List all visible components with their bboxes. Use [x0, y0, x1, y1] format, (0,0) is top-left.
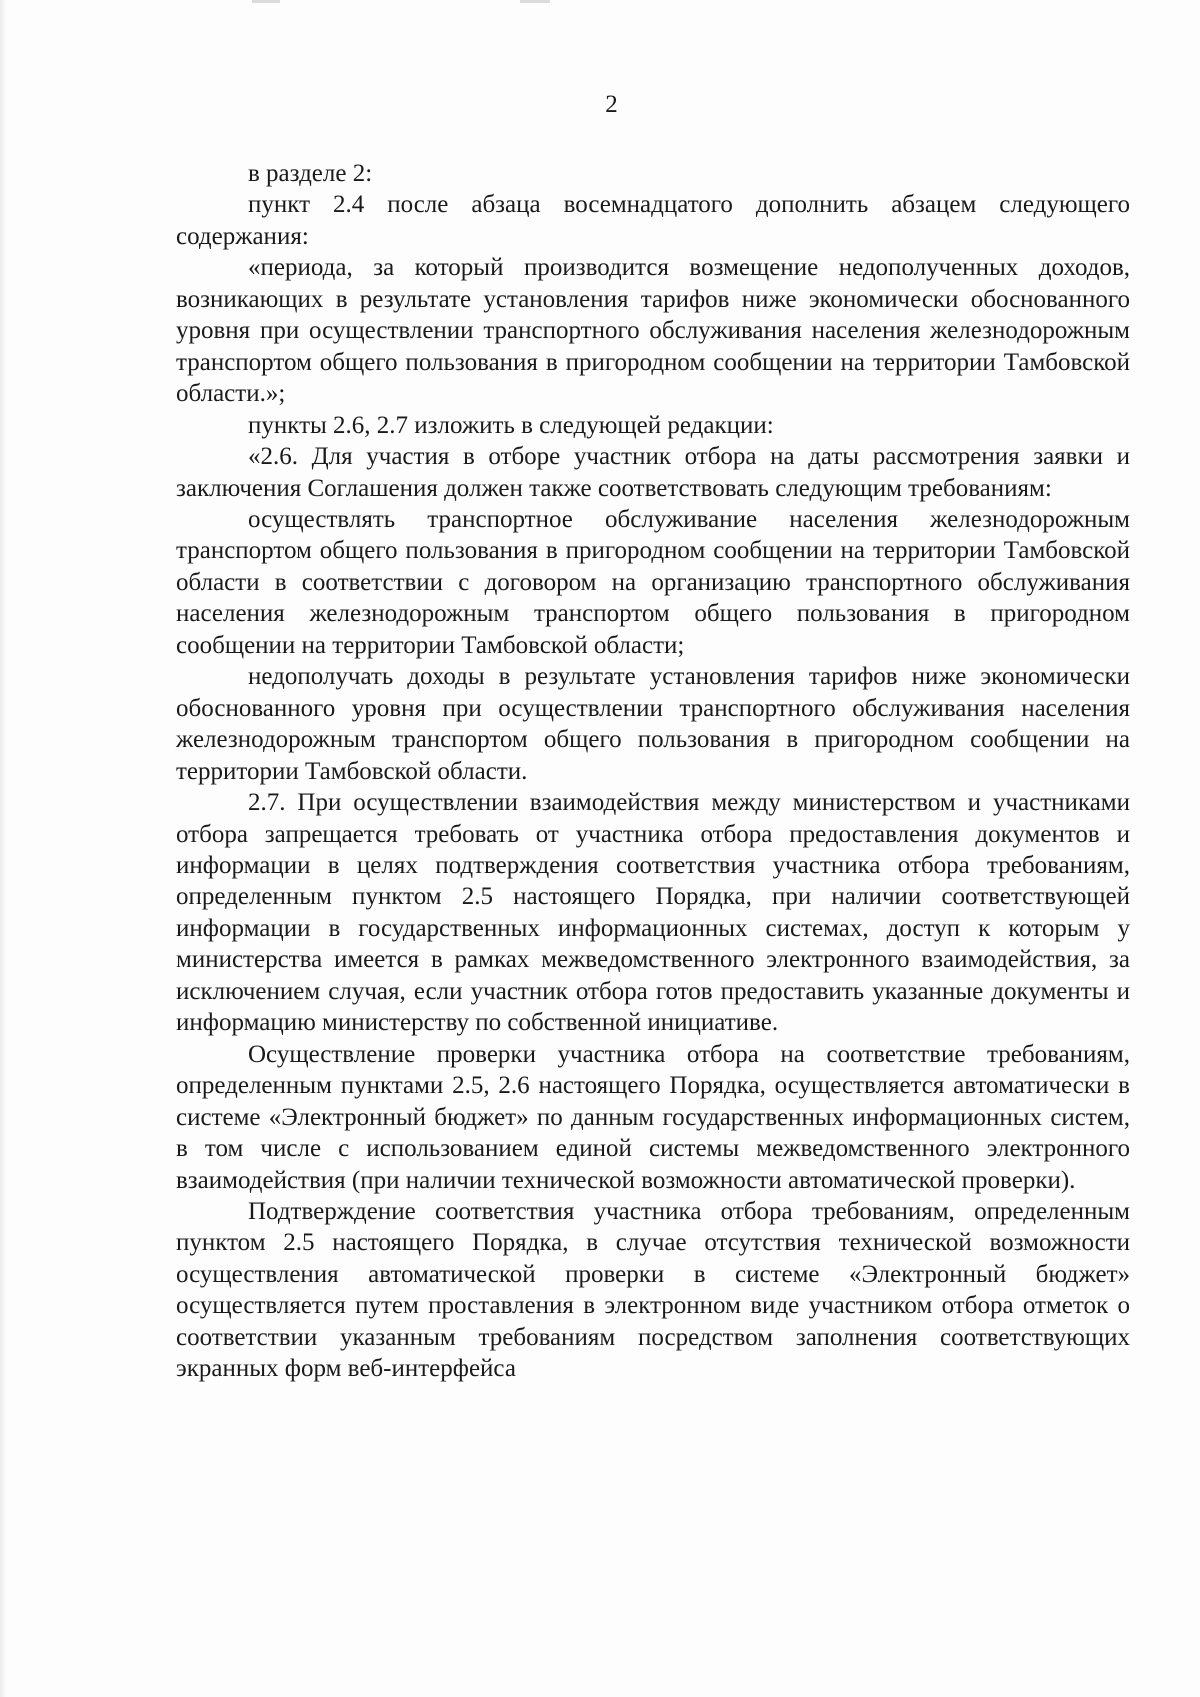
paragraph: 2.7. При осуществлении взаимодействия между министерством и участниками отбора запрещается требовать от участника отбора предоставления документов и информации в целях подтверждения соответствия участника отбора требованиям, определенным пунктом 2.5 настоящего Порядка, при наличии соответствующей информации в государственных информационных системах, доступ к которым у министерства имеется в рамках межведомственного электронного взаимодействия, за исключением случая, если участник отбора готов предоставить указанные документы и информацию министерству по собственной инициативе. — [176, 789, 1130, 1037]
paragraph: недополучать доходы в результате установления тарифов ниже экономически обоснованного уровня при осуществлении транспортного обслуживания населения железнодорожным транспортом общего пользования в пригородном сообщении на территории Тамбовской области. — [176, 663, 1130, 785]
paragraph: «2.6. Для участия в отборе участник отбора на даты рассмотрения заявки и заключения Соглашения должен также соответствовать следующим требованиям: — [176, 443, 1130, 502]
scan-mark — [520, 0, 550, 3]
paragraph: в разделе 2: — [248, 160, 373, 187]
scan-mark — [252, 0, 280, 3]
paragraph: Осуществление проверки участника отбора на соответствие требованиям, определенным пунктами 2.5, 2.6 настоящего Порядка, осуществляется автоматически в системе «Электронный бюджет» по данным государственных информационных систем, в том числе с использованием единой системы межведомственного электронного взаимодействия (при наличии технической возможности автоматической проверки). — [176, 1040, 1130, 1194]
scan-edge — [0, 0, 6, 1697]
paragraph: Подтверждение соответствия участника отбора требованиям, определенным пунктом 2.5 настоящего Порядка, в случае отсутствия технической возможности осуществления автоматической проверки в системе «Электронный бюджет» осуществляется путем проставления в электронном виде участником отбора отметок о соответствии указанным требованиям посредством заполнения соответствующих экранных форм веб-интерфейса — [176, 1197, 1130, 1383]
paragraph: осуществлять транспортное обслуживание населения железнодорожным транспортом общего пользования в пригородном сообщении на территории Тамбовской области в соответствии с договором на организацию транспортного обслуживания населения железнодорожным транспортом общего пользования в пригородном сообщении на территории Тамбовской области; — [176, 505, 1130, 659]
paragraph: «периода, за который производится возмещение недополученных доходов, возникающих в результате установления тарифов ниже экономически обоснованного уровня при осуществлении транспортного обслуживания населения железнодорожным транспортом общего пользования в пригородном сообщении на территории Тамбовской области.»; — [176, 254, 1130, 408]
page-number: 2 — [605, 91, 618, 118]
paragraph: пункт 2.4 после абзаца восемнадцатого дополнить абзацем следующего содержания: — [176, 191, 1130, 250]
document-body — [176, 158, 1130, 1385]
paragraph: пункты 2.6, 2.7 изложить в следующей редакции: — [248, 411, 774, 439]
